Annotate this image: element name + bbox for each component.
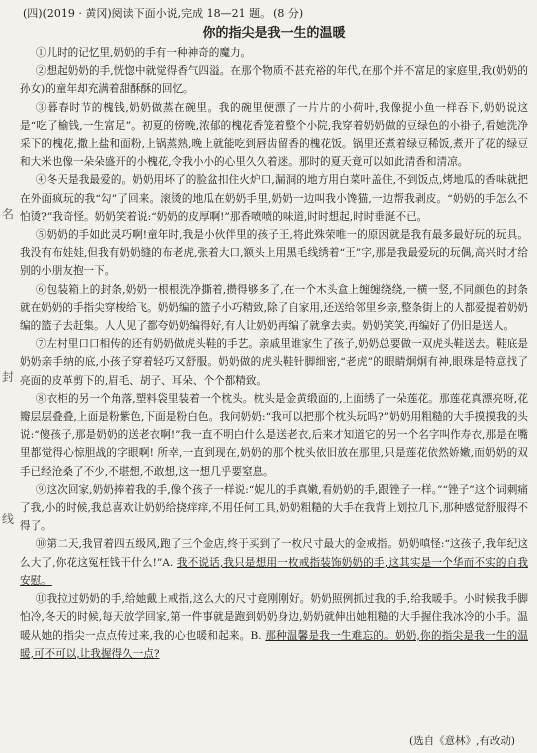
header-text: (四)(2019 · 黄冈)阅读下面小说,完成 18—21 题。: [23, 7, 272, 20]
underlined-sentence: 我不说话,我只是想用一枚戒指装饰奶奶的手,这其实是一个华而不实的自我安慰。: [20, 556, 528, 587]
paragraph-2: [20, 62, 528, 98]
paragraph-7: [20, 335, 528, 390]
paragraph-text: ⑧衣柜的另一个角落,塑料袋里装着一个枕头。枕头是金黄缎面的,上面绣了一朵莲花。那莲花真漂亮呀,花瓣层层叠叠,上面是粉紫色,下面是粉白色。我问奶奶:“我可以把那个枕头玩吗?”奶奶用粗糙的大手摸摸我的头说:“傻孩子,那是奶奶的送老衣啊!”我一直不明白什么是送老衣,后来才知道它的另一个名字叫作寿衣,那是在嘴里都觉得心惊胆战的字眼啊! 所幸,一直到现在,奶奶的那个枕头依旧放在那里,只是莲花依然娇嫩,而奶奶的双手已经沧桑了不少,不堪想,不敢想,这一想几乎要窒息。: [20, 392, 528, 478]
paragraph-text: ⑦左村里口口相传的还有奶奶做虎头鞋的手艺。亲戚里谁家生了孩子,奶奶总要做一双虎头鞋送去。鞋底是奶奶亲手纳的底,小孩子穿着轻巧又舒服。奶奶做的虎头鞋针脚细密,“老虎”的眼睛炯炯有神,眼珠是特意找了亮面的皮革剪下的,眉毛、胡子、耳朵、个个都精致。: [20, 338, 528, 387]
paragraph-text: ⑩第二天,我冒着四五级风,跑了三个金店,终于买到了一枚尺寸最大的金戒指。奶奶嗔怪:“这孩子,我年纪这么大了,你花这冤枉钱干什么!”A.: [20, 538, 528, 569]
paragraph-text: ⑥包装箱上的封条,奶奶一根根洗净撕着,攒得够多了,在一个木头盒上缠缠绕绕,一横一竖,不同颜色的封条就在奶奶的手指尖穿梭给飞。奶奶编的篮子小巧精致,除了自家用,还送给邻里乡亲,整条街上的人都爱提着奶奶编的篮子去赶集。人人见了都夸奶奶编得好,有人让奶奶再编了就拿去卖。奶奶笑笑,再编好了仍旧是送人。: [20, 283, 529, 333]
paragraph-10: [20, 535, 528, 590]
paragraph-text: ①儿时的记忆里,奶奶的手有一种神奇的魔力。: [35, 47, 252, 59]
underlined-sentence: 那种温馨是我一生难忘的。奶奶,你的指尖是我一生的温暖,可不可以,让我握得久一点?: [20, 629, 528, 660]
margin-mark-mid: 封: [2, 370, 15, 384]
paragraph-6: [20, 281, 528, 336]
header-score: (8 分): [273, 7, 304, 20]
story-title: 你的指尖是我一生的温暖: [202, 26, 346, 41]
paragraph-3: [20, 99, 528, 172]
paragraph-11: [20, 590, 528, 663]
paragraph-text: ⑪我拉过奶奶的手,给她戴上戒指,这么大的尺寸竟刚刚好。奶奶照例抓过我的手,给我暖手。小时候我手脚怕冷,冬天的时候,每天放学回家,第一件事就是跑到奶奶身边,奶奶就伸出她粗糙的大手握住我冰冷的小手。温暖从她的指尖一点点传过来,我的心也暖和起来。B.: [20, 593, 528, 642]
paragraph-1: [20, 44, 528, 62]
margin-mark-top: 名: [2, 207, 15, 221]
paragraph-text: ③暮春时节的槐钱,奶奶做蒸在碗里。我的碗里便漂了一片片的小荷叶,我像捉小鱼一样吞下,奶奶说这是“吃了榆钱,一生富足”。初夏的傍晚,浓郁的槐花香笼着整个小院,我穿着奶奶做的豆绿色的小褂子,看她洗净采下的槐花,撒上盐和面粉,上锅蒸熟,晚上就能吃到唇齿留香的槐花饭。锅里还煮着绿豆稀饭,煮开了花的绿豆和大米也像一朵朵盛开的小槐花,令我小小的心里久久着迷。那时的夏天竟可以如此清香和清凉。: [20, 101, 528, 169]
margin-mark-low: 线: [2, 512, 15, 526]
paragraph-text: ②想起奶奶的手,恍惚中就觉得香气四溢。在那个物质不甚充裕的年代,在那个并不富足的家庭里,我(奶奶的孙女)的童年却充满着甜酥酥的回忆。: [20, 65, 528, 96]
paragraph-text: ④冬天是我最爱的。奶奶用坏了的脸盆扣住火炉口,漏洞的地方用白菜叶盖住,不到饭点,烤地瓜的香味就把在外面疯玩的我“勾”了回来。滚烫的地瓜在奶奶手里,奶奶一边叫我小馋猫,一边帮我剥皮。“奶奶的手怎么不怕烫?”我奇怪。奶奶笑着说:“奶奶的皮厚啊!”那香喷喷的味道,时时想起,时时垂涎不已。: [20, 174, 528, 223]
paragraph-5: [20, 226, 528, 281]
paragraph-4: [20, 171, 528, 226]
source-note: (选自《意林》,有改动): [408, 735, 515, 747]
question-header: [23, 6, 528, 21]
paragraph-8: [20, 390, 528, 481]
exam-page: [20, 6, 528, 663]
paragraph-text: ⑤奶奶的手如此灵巧啊!童年时,我是小伙伴里的孩子王,将此殊荣唯一的原因就是我有最多最好玩的玩具。我没有布娃娃,但我有奶奶缝的布老虎,张着大口,额头上用黑毛线绣着“王”字,那是我最爱玩的玩偶,高兴时才给别的小朋友抱一下。: [20, 229, 528, 278]
story-body: [20, 44, 528, 663]
paragraph-text: ⑨这次回家,奶奶捧着我的手,像个孩子一样说:“妮儿的手真嫩,看奶奶的手,跟锉子一样。”“锉子”这个词刺痛了我,小的时候,我总喜欢让奶奶给挠痒痒,不用任何工具,奶奶粗糙的大手在我背上划拉几下,那种感觉舒服得不得了。: [20, 483, 528, 533]
paragraph-9: [20, 481, 528, 536]
